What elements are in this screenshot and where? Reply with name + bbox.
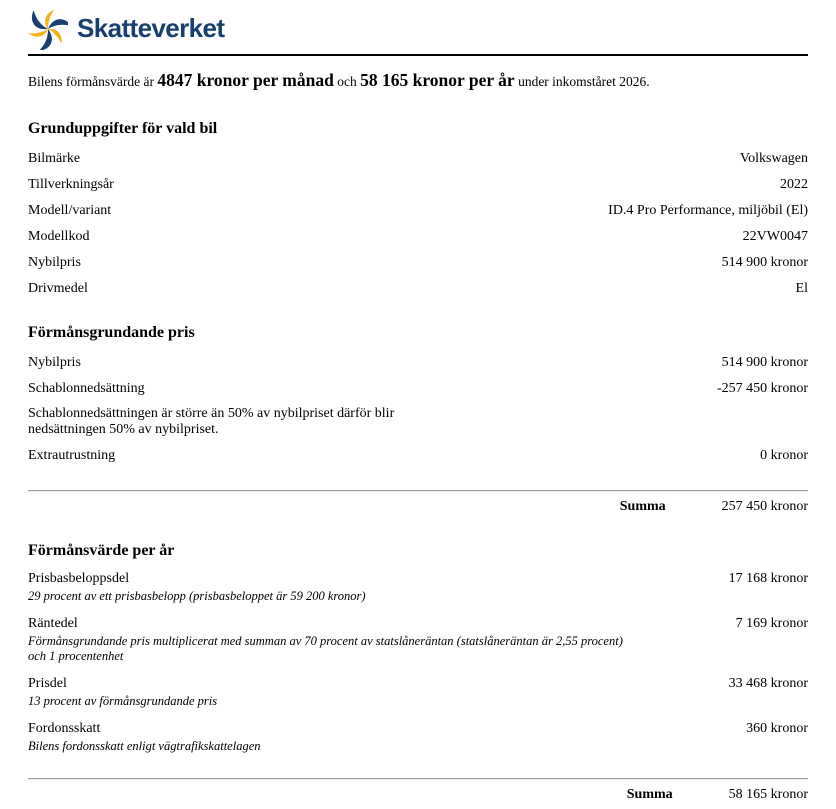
row-value: 514 900 kronor [721, 255, 808, 270]
row-fordonsskatt [28, 720, 808, 754]
row-rantedel [28, 615, 808, 664]
row-value: Volkswagen [739, 151, 808, 166]
row-left [28, 720, 261, 754]
row-extrautrustning [28, 447, 808, 464]
brand-name: Skatteverket [77, 12, 225, 43]
row-left [28, 615, 628, 664]
summa-label: Summa [619, 499, 666, 514]
row-label: Nybilpris [28, 255, 81, 270]
row-description: Förmånsgrundande pris multiplicerat med summan av 70 procent av statslåneräntan (statslåneräntan är 2,55 procent) och 1 procentenhet [28, 634, 623, 663]
row-label: Tillverkningsår [28, 177, 114, 192]
row-value: 33 468 kronor [728, 676, 808, 691]
yearly-benefit-value: 58 165 kronor per år [360, 70, 515, 90]
schablonnedsattning-note: Schablonnedsättningen är större än 50% av nybilpriset därför blir nedsättningen 50% av nybilpriset. [28, 406, 395, 437]
row-nybilpris-2 [28, 354, 808, 371]
row-left [28, 570, 366, 604]
row-left [28, 675, 217, 709]
row-label: Räntedel [28, 616, 78, 631]
section-per-year [28, 542, 808, 803]
row-value: 22VW0047 [742, 229, 808, 244]
row-value: 17 168 kronor [728, 571, 808, 586]
row-description: 29 procent av ett prisbasbelopp (prisbasbeloppet är 59 200 kronor) [28, 589, 366, 603]
row-description: Bilens fordonsskatt enligt vägtrafikskattelagen [28, 739, 261, 753]
row-label: Modell/variant [28, 203, 112, 218]
row-label: Prisbasbeloppsdel [28, 571, 130, 586]
row-value: -257 450 kronor [717, 381, 808, 396]
row-prisbasbeloppsdel [28, 570, 808, 604]
row-label: Drivmedel [28, 281, 88, 296]
row-label: Extrautrustning [28, 448, 116, 463]
monthly-benefit-value: 4847 kronor per månad [157, 70, 334, 90]
section-basic-info [28, 120, 808, 297]
row-label: Nybilpris [28, 355, 81, 370]
row-value: 7 169 kronor [735, 616, 808, 631]
section-title-basic: Grunduppgifter för vald bil [28, 120, 218, 137]
row-value: 360 kronor [746, 721, 808, 736]
header [28, 7, 808, 56]
row-value: 0 kronor [760, 448, 808, 463]
row-description: 13 procent av förmånsgrundande pris [28, 694, 218, 708]
section-title-price-base: Förmånsgrundande pris [28, 324, 195, 341]
brand-lockup [28, 7, 808, 51]
row-modellkod [28, 228, 808, 245]
row-label: Fordonsskatt [28, 721, 101, 736]
row-value: 2022 [780, 177, 808, 192]
row-value: ID.4 Pro Performance, miljöbil (El) [608, 203, 808, 218]
row-label: Prisdel [28, 676, 67, 691]
section-divider [28, 490, 808, 492]
row-value: El [795, 281, 808, 296]
skatteverket-logo-icon [28, 8, 68, 50]
row-tillverkningsar [28, 176, 808, 193]
per-year-summa-row [28, 786, 808, 803]
section-price-base [28, 324, 808, 515]
price-base-summa-row [28, 498, 808, 515]
row-label: Modellkod [28, 229, 90, 244]
header-divider [28, 54, 808, 56]
summa-value: 257 450 kronor [721, 499, 808, 514]
row-modell-variant [28, 202, 808, 219]
row-prisdel [28, 675, 808, 709]
intro-suffix: under inkomståret 2026. [514, 74, 650, 89]
section-divider [28, 778, 808, 780]
row-nybilpris [28, 254, 808, 271]
summa-value: 58 165 kronor [728, 787, 808, 802]
benefit-summary [28, 69, 808, 93]
section-title-per-year: Förmånsvärde per år [28, 542, 175, 559]
row-schablonnedsattning [28, 380, 808, 397]
row-label: Bilmärke [28, 151, 81, 166]
row-value: 514 900 kronor [721, 355, 808, 370]
intro-prefix: Bilens förmånsvärde är [28, 74, 158, 89]
row-label: Schablonnedsättning [28, 381, 145, 396]
row-drivmedel [28, 280, 808, 297]
row-bilmarke [28, 150, 808, 167]
summa-label: Summa [626, 787, 673, 802]
intro-conjunction: och [333, 74, 361, 89]
